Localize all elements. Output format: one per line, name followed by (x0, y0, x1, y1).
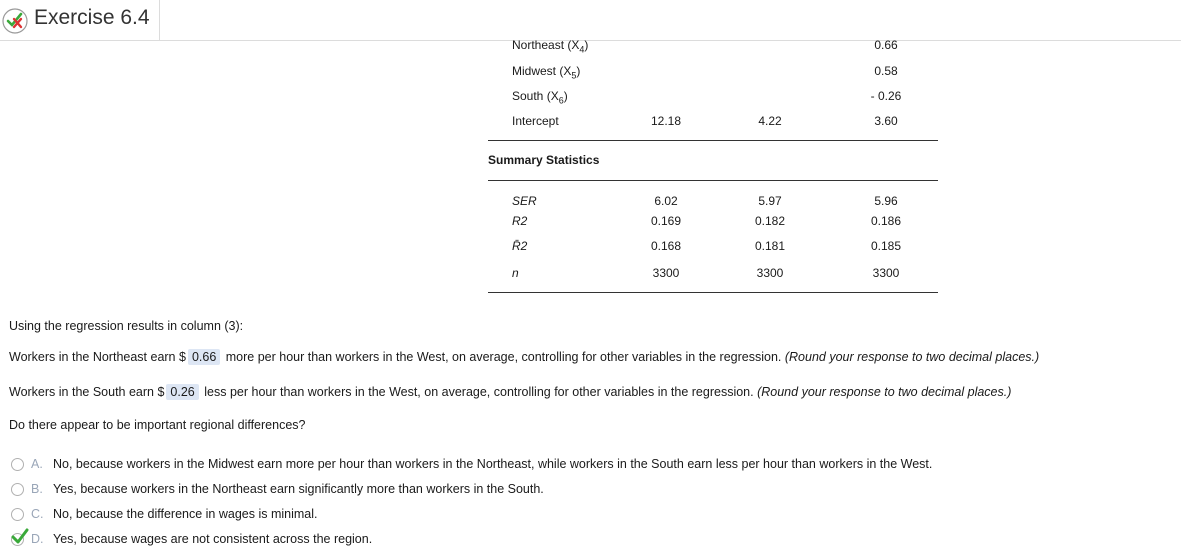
question-northeast (9, 349, 1039, 365)
cell-intercept-c3: 3.60 (874, 114, 898, 128)
option-letter: D. (31, 532, 44, 546)
option-text: No, because the difference in wages is minimal. (53, 507, 318, 521)
option-letter: A. (31, 457, 43, 471)
stat-label-ser: SER (512, 194, 537, 208)
q2-note: (Round your response to two decimal places.) (757, 385, 1012, 399)
checkmark-icon (10, 527, 30, 547)
summary-statistics-title: Summary Statistics (488, 153, 600, 167)
cell-adj-r2-c2: 0.181 (754, 239, 786, 253)
radio-button[interactable] (11, 458, 24, 471)
northeast-answer-field[interactable]: 0.66 (188, 349, 220, 365)
radio-button[interactable] (11, 483, 24, 496)
cell-intercept-c2: 4.22 (758, 114, 782, 128)
cell-n-c2: 3300 (756, 266, 784, 280)
south-answer-field[interactable]: 0.26 (166, 384, 198, 400)
q2-prefix: Workers in the South earn $ (9, 385, 165, 399)
cell-adj-r2-c3: 0.185 (870, 239, 902, 253)
option-text: Yes, because wages are not consistent across the region. (53, 532, 373, 546)
q2-suffix: less per hour than workers in the West, on average, controlling for other variables in the regression. (204, 385, 754, 399)
page-title: Exercise 6.4 (34, 6, 150, 29)
cell-n-c1: 3300 (652, 266, 680, 280)
cell-midwest-c3: 0.58 (874, 64, 898, 78)
cell-r2-c2: 0.182 (754, 214, 786, 228)
header-bar (0, 0, 1181, 41)
option-text: Yes, because workers in the Northeast earn significantly more than workers in the South. (53, 482, 544, 496)
q1-prefix: Workers in the Northeast earn $ (9, 350, 186, 364)
table-rule (488, 140, 938, 141)
option-letter: C. (31, 507, 44, 521)
question-intro: Using the regression results in column (3): (9, 319, 244, 333)
row-label-northeast: Northeast $(X_4)$ (512, 38, 589, 55)
q1-note: (Round your response to two decimal places.) (784, 350, 1040, 364)
exercise-tab (0, 0, 160, 40)
stat-label-n: n (512, 266, 519, 280)
stat-label-r2: R2 (512, 214, 528, 228)
question-south (9, 384, 1011, 400)
question-regional: Do there appear to be important regional differences? (9, 418, 306, 432)
cell-intercept-c1: 12.18 (650, 114, 682, 128)
cell-ser-c1: 6.02 (654, 194, 678, 208)
option-letter: B. (31, 482, 43, 496)
cell-ser-c2: 5.97 (758, 194, 782, 208)
cell-r2-c1: 0.169 (650, 214, 682, 228)
q1-suffix: more per hour than workers in the West, on average, controlling for other variables in the regression. (225, 350, 782, 364)
table-rule (488, 292, 938, 293)
row-label-south: South $(X_6)$ (512, 89, 568, 106)
table-rule (488, 180, 938, 181)
row-label-midwest: Midwest $(X_5)$ (512, 64, 581, 81)
cell-n-c3: 3300 (872, 266, 900, 280)
option-text: No, because workers in the Midwest earn more per hour than workers in the Northeast, while workers in the South earn less per hour than workers in the West. (53, 457, 933, 471)
cell-adj-r2-c1: 0.168 (650, 239, 682, 253)
partial-correct-icon (2, 8, 28, 34)
radio-button[interactable] (11, 508, 24, 521)
cell-northeast-c3: 0.66 (874, 38, 898, 52)
stat-label-adj-r2: R̄2 (512, 239, 528, 253)
row-label-intercept: Intercept (512, 114, 559, 128)
cell-r2-c3: 0.186 (870, 214, 902, 228)
cell-south-c3: - 0.26 (870, 89, 902, 103)
cell-ser-c3: 5.96 (874, 194, 898, 208)
